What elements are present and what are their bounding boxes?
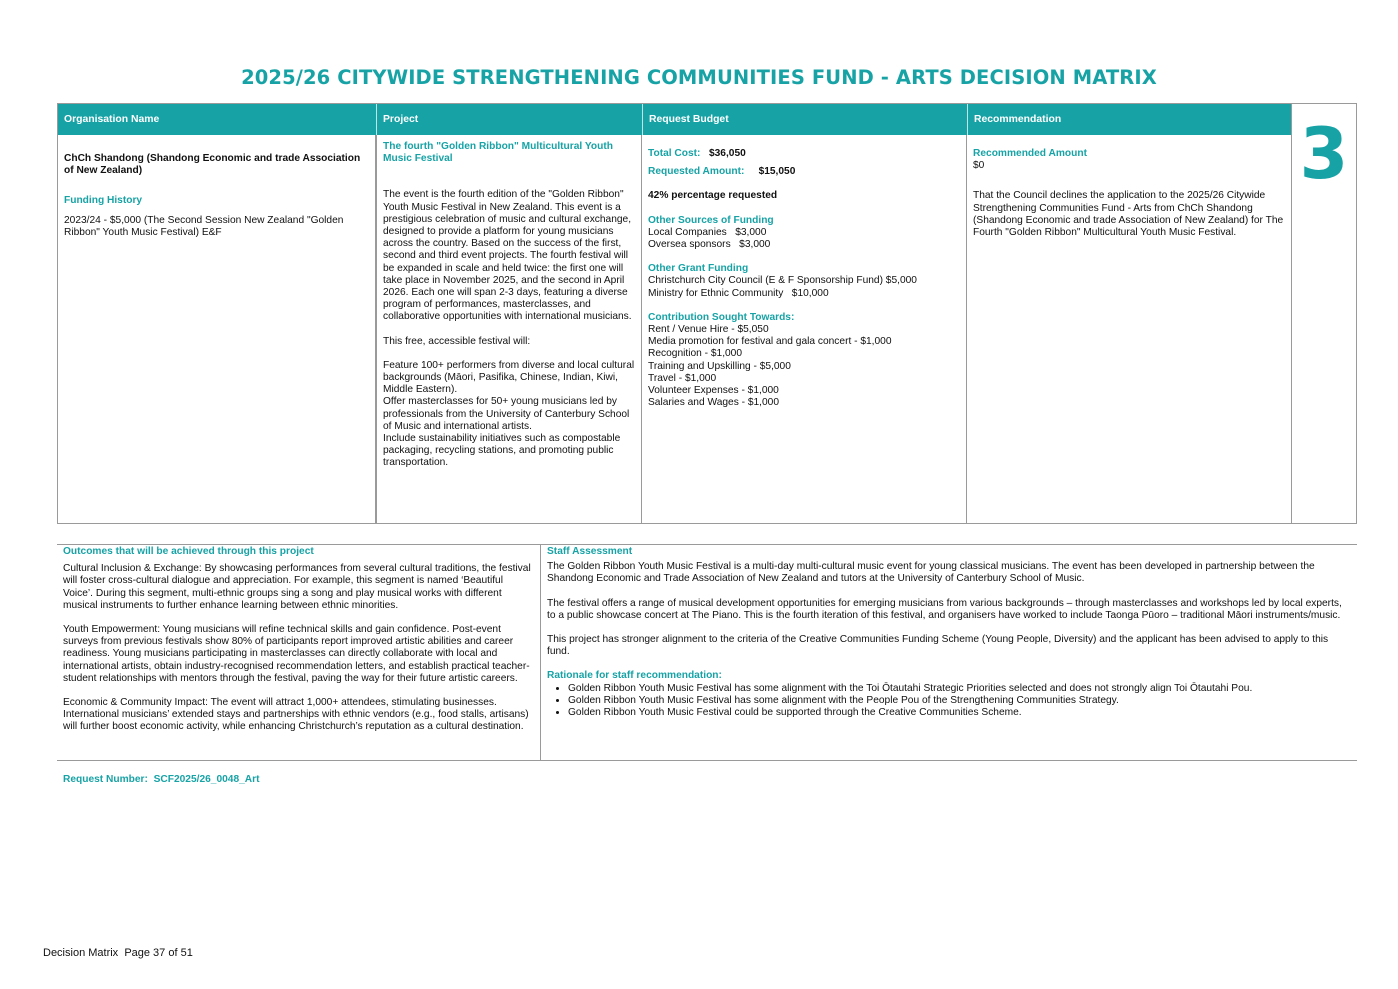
rationale-item: • Golden Ribbon Youth Music Festival has some alignment with the People Pou of the Strengthening Communities Strategy. bbox=[568, 695, 1351, 707]
project-intro: This free, accessible festival will: bbox=[383, 335, 531, 347]
decision-matrix-table bbox=[57, 103, 1357, 524]
staff-paragraph: The Golden Ribbon Youth Music Festival is a multi-day multi-cultural music event for young classical musicians. The event has been developed in partnership between the Shandong Economic and Trade Association of New Zealand and tutors at the University of Canterbury School of Music. bbox=[547, 561, 1315, 585]
outcome-paragraph: Cultural Inclusion & Exchange: By showcasing performances from several cultural traditions, the festival will foster cross-cultural dialogue and appreciation. For example, this segment is named ‘Beautiful Voice’. During this segment, multi-ethnic groups sing a song and play musical works with different musical instruments to further enhance learning between ethnic minorities. bbox=[63, 563, 531, 611]
recommended-amount-label: Recommended Amount bbox=[973, 148, 1087, 159]
project-cell bbox=[376, 135, 642, 523]
project-point: Include sustainability initiatives such as compostable packaging, recycling stations, and promoting public transportation. bbox=[383, 433, 621, 469]
staff-paragraph: The festival offers a range of musical development opportunities for emerging musicians from various backgrounds – through masterclasses and workshops led by local experts, to a public showcase concert at The Piano. This is the fourth iteration of this festival, and organisers have worked to include Taonga Pūoro – traditional Māori instruments/music. bbox=[547, 597, 1342, 621]
page-footer bbox=[43, 947, 193, 959]
rationale-item: • Golden Ribbon Youth Music Festival has some alignment with the Toi Ōtautahi Strategic Priorities selected and does not strongly align Toi Ōtautahi Pou. bbox=[568, 683, 1351, 695]
recommendation-cell bbox=[967, 135, 1292, 523]
requested-value: $15,050 bbox=[758, 166, 796, 178]
other-sources-label: Other Sources of Funding bbox=[648, 214, 774, 226]
staff-assessment-cell bbox=[541, 545, 1357, 760]
other-source-item: Local Companies $3,000 bbox=[648, 226, 767, 238]
contribution-item: Travel - $1,000 bbox=[648, 372, 717, 384]
contribution-item: Recognition - $1,000 bbox=[648, 348, 743, 360]
rationale-item: • Golden Ribbon Youth Music Festival could be supported through the Creative Communities Scheme. bbox=[568, 707, 1351, 719]
contribution-item: Volunteer Expenses - $1,000 bbox=[648, 385, 779, 397]
header-budget: Request Budget bbox=[642, 104, 967, 135]
outcomes-cell bbox=[57, 545, 541, 760]
outcome-paragraph: Economic & Community Impact: The event will attract 1,000+ attendees, stimulating businesses. International musicians’ extended stays and partnerships with ethnic vendors (e.g., food stalls, artisans) will further boost economic activity, while enhancing Christchurch’s reputation as a cultural destination. bbox=[63, 697, 529, 733]
item-number: 3 bbox=[1299, 113, 1349, 195]
header-recommendation: Recommendation bbox=[967, 104, 1292, 135]
contribution-item: Salaries and Wages - $1,000 bbox=[648, 397, 780, 409]
total-cost-value: $36,050 bbox=[708, 148, 746, 159]
funding-history-label: Funding History bbox=[64, 195, 143, 207]
contribution-item: Rent / Venue Hire - $5,050 bbox=[648, 324, 769, 336]
total-cost-label: Total Cost: bbox=[648, 148, 701, 159]
funding-history: 2023/24 - $5,000 (The Second Session New Zealand "Golden Ribbon" Youth Music Festival) E&F bbox=[64, 214, 344, 238]
request-number bbox=[63, 774, 260, 786]
contribution-item: Training and Upskilling - $5,000 bbox=[648, 360, 791, 372]
project-point: Offer masterclasses for 50+ young musicians led by professionals from the University of Canterbury School of Music and international artists. bbox=[383, 396, 630, 432]
requested-label: Requested Amount: bbox=[648, 166, 745, 178]
header-organisation: Organisation Name bbox=[58, 104, 376, 135]
request-number-value: SCF2025/26_0048_Art bbox=[153, 774, 260, 785]
project-name: The fourth "Golden Ribbon" Multicultural Youth Music Festival bbox=[383, 141, 613, 165]
staff-assessment-label: Staff Assessment bbox=[547, 546, 633, 557]
recommendation-text: That the Council declines the application to the 2025/26 Citywide Strengthening Communities Fund - Arts from ChCh Shandong (Shandong Economic and trade Association of New Zealand) for The Fourth "Golden Ribbon" Multicultural Youth Music Festival. bbox=[973, 190, 1284, 239]
page-title: 2025/26 CITYWIDE STRENGTHENING COMMUNITIES FUND - ARTS DECISION MATRIX bbox=[241, 66, 1157, 89]
requested-row bbox=[648, 166, 960, 178]
recommended-amount: $0 bbox=[973, 160, 985, 172]
request-number-label: Request Number: bbox=[63, 774, 148, 785]
contribution-item: Media promotion for festival and gala concert - $1,000 bbox=[648, 336, 892, 348]
total-cost-row bbox=[648, 148, 960, 160]
rationale-label: Rationale for staff recommendation: bbox=[547, 670, 722, 682]
project-description: The event is the fourth edition of the "Golden Ribbon" Youth Music Festival in New Zealand. This event is a prestigious celebration of music and cultural exchange, designed to provide a platform for young musicians across the country. Based on the success of the first, second and third event projects. The fourth festival will be expanded in scale and held twice: the first one will take place in November 2025, and the second in April 2026. Each one will span 2-3 days, featuring a diverse program of performances, masterclasses, and collaborative opportunities with international musicians. bbox=[383, 189, 632, 323]
page-number: Page 37 of 51 bbox=[124, 947, 193, 959]
header-project: Project bbox=[376, 104, 642, 135]
footer-label: Decision Matrix bbox=[43, 947, 119, 959]
staff-paragraph: This project has stronger alignment to the criteria of the Creative Communities Funding Scheme (Young People, Diversity) and the applicant has been advised to apply to this fund. bbox=[547, 634, 1329, 658]
other-source-item: Oversea sponsors $3,000 bbox=[648, 239, 771, 251]
other-grants-label: Other Grant Funding bbox=[648, 263, 749, 275]
other-grant-item: Ministry for Ethnic Community $10,000 bbox=[648, 287, 829, 299]
organisation-cell bbox=[58, 135, 376, 523]
budget-cell bbox=[642, 135, 967, 523]
project-point: Feature 100+ performers from diverse and local cultural backgrounds (Māori, Pasifika, Chinese, Indian, Kiwi, Middle Eastern). bbox=[383, 359, 635, 396]
outcome-paragraph: Youth Empowerment: Young musicians will refine technical skills and gain confidence. Post-event surveys from previous festivals show 80% of participants report improved artistic abilities and career readiness. Young musicians participating in masterclasses can directly collaborate with local and international artists, obtain industry-recognised recommendation letters, and establish practical teacher-student relationships with mentors through the festival, paving the way for their future artistic careers. bbox=[63, 624, 530, 684]
contribution-label: Contribution Sought Towards: bbox=[648, 311, 795, 323]
percentage-requested: 42% percentage requested bbox=[648, 190, 778, 202]
outcomes-label: Outcomes that will be achieved through this project bbox=[63, 546, 314, 557]
assessment-section bbox=[57, 544, 1357, 761]
organisation-name: ChCh Shandong (Shandong Economic and trade Association of New Zealand) bbox=[64, 153, 361, 177]
other-grant-item: Christchurch City Council (E & F Sponsorship Fund) $5,000 bbox=[648, 275, 917, 287]
rationale-list bbox=[547, 683, 1351, 720]
